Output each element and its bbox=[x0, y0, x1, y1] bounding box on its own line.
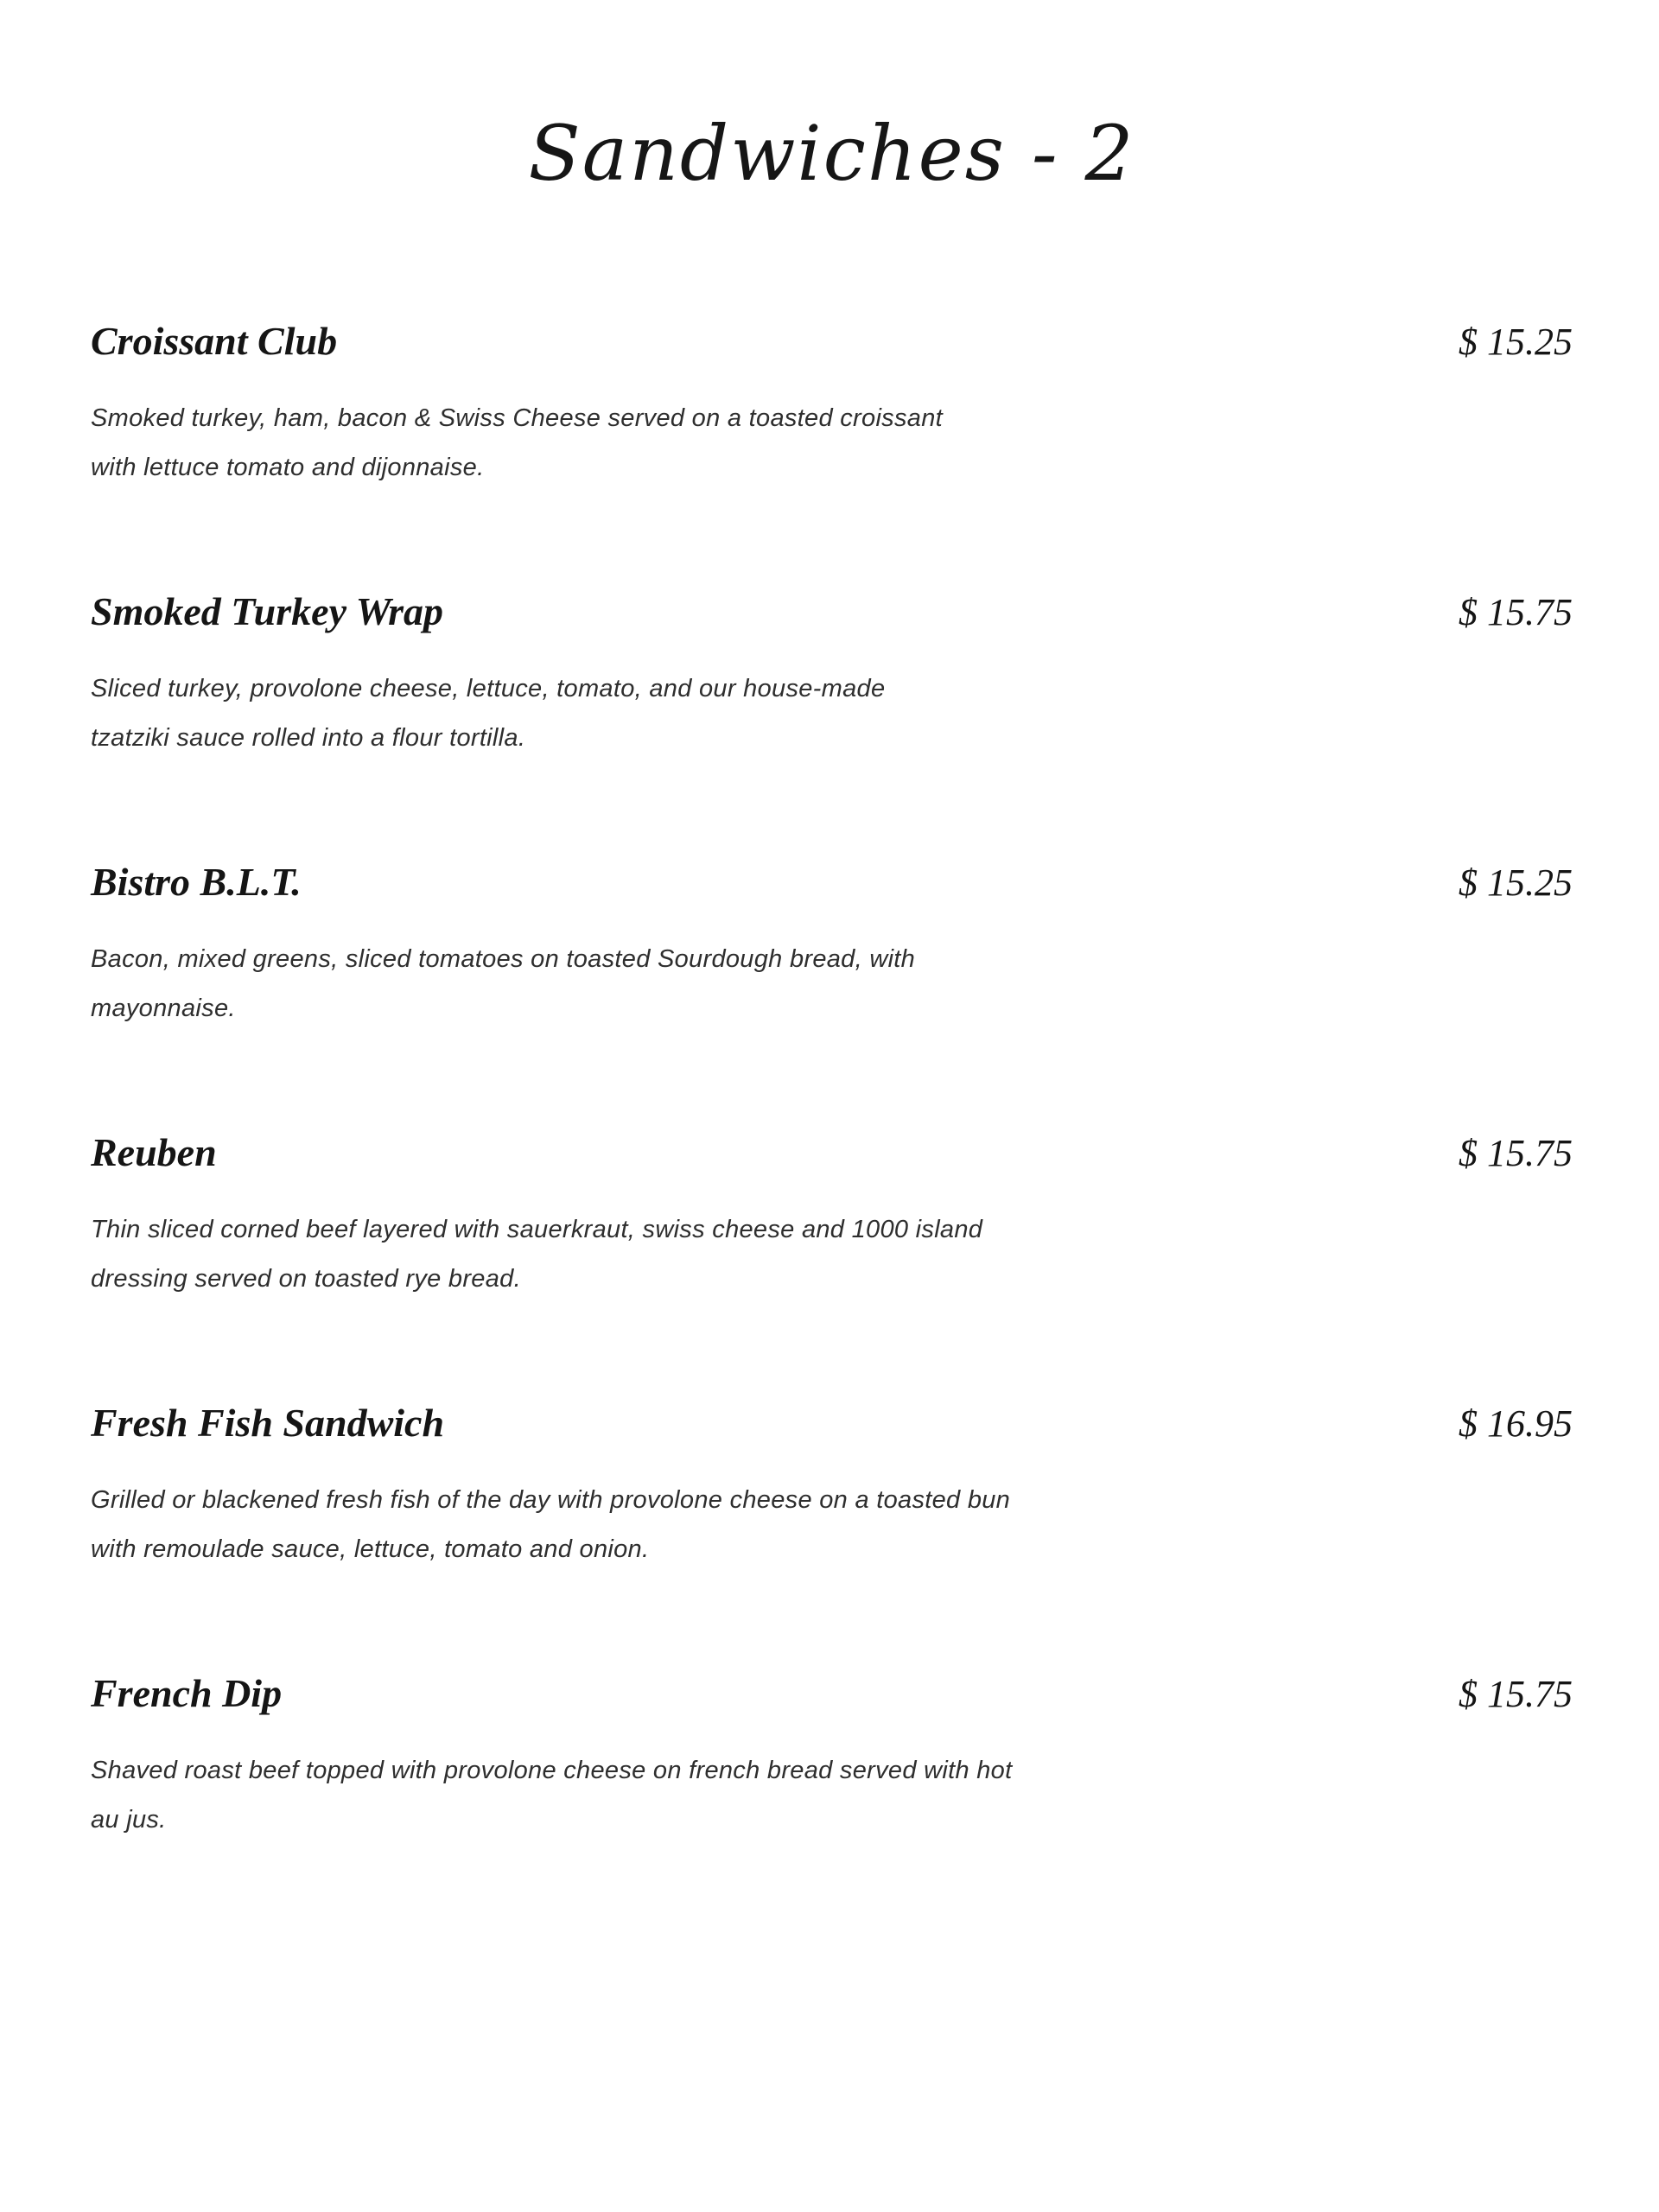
item-description-line-1: Sliced turkey, provolone cheese, lettuce, tomato, and our house-made bbox=[91, 674, 886, 702]
item-description-line-2: with remoulade sauce, lettuce, tomato and onion. bbox=[91, 1535, 650, 1563]
item-name: Fresh Fish Sandwich bbox=[91, 1400, 445, 1445]
item-description bbox=[91, 1205, 1573, 1304]
item-name: Reuben bbox=[91, 1129, 217, 1174]
item-description-line-2: tzatziki sauce rolled into a flour tortilla. bbox=[91, 723, 526, 752]
item-description-line-1: Grilled or blackened fresh fish of the day with provolone cheese on a toasted bun bbox=[91, 1485, 1011, 1514]
menu-item-french-dip bbox=[91, 1668, 1573, 1845]
item-header bbox=[91, 1397, 1573, 1450]
item-header bbox=[91, 856, 1573, 909]
item-description-line-2: au jus. bbox=[91, 1805, 167, 1834]
item-price: $ 15.25 bbox=[1459, 320, 1573, 363]
item-name: Bistro B.L.T. bbox=[91, 859, 302, 904]
item-price: $ 16.95 bbox=[1459, 1402, 1573, 1445]
menu-item-bistro-blt bbox=[91, 856, 1573, 1033]
page-title: Sandwiches - 2 bbox=[528, 109, 1135, 198]
item-description bbox=[91, 1746, 1573, 1845]
item-price: $ 15.75 bbox=[1459, 1672, 1573, 1715]
menu-list bbox=[91, 315, 1573, 1845]
item-description bbox=[91, 664, 1573, 763]
item-description-line-2: with lettuce tomato and dijonnaise. bbox=[91, 453, 485, 481]
item-name: French Dip bbox=[91, 1670, 283, 1715]
item-description-line-2: dressing served on toasted rye bread. bbox=[91, 1264, 521, 1293]
item-price: $ 15.25 bbox=[1459, 861, 1573, 904]
item-description-line-1: Shaved roast beef topped with provolone cheese on french bread served with hot bbox=[91, 1756, 1013, 1784]
item-description bbox=[91, 394, 1573, 493]
item-header bbox=[91, 315, 1573, 368]
item-header bbox=[91, 586, 1573, 639]
item-name: Croissant Club bbox=[91, 318, 338, 363]
item-price: $ 15.75 bbox=[1459, 590, 1573, 633]
item-description-line-1: Bacon, mixed greens, sliced tomatoes on toasted Sourdough bread, with bbox=[91, 944, 916, 973]
item-description-line-1: Smoked turkey, ham, bacon & Swiss Cheese served on a toasted croissant bbox=[91, 404, 943, 432]
menu-item-reuben bbox=[91, 1127, 1573, 1304]
menu-item-fresh-fish-sandwich bbox=[91, 1397, 1573, 1574]
item-price: $ 15.75 bbox=[1459, 1131, 1573, 1174]
item-description-line-2: mayonnaise. bbox=[91, 994, 236, 1022]
item-description bbox=[91, 1476, 1573, 1574]
item-description bbox=[91, 935, 1573, 1033]
item-header bbox=[91, 1668, 1573, 1720]
item-header bbox=[91, 1127, 1573, 1179]
menu-item-croissant-club bbox=[91, 315, 1573, 493]
item-description-line-1: Thin sliced corned beef layered with sauerkraut, swiss cheese and 1000 island bbox=[91, 1215, 983, 1243]
menu-item-smoked-turkey-wrap bbox=[91, 586, 1573, 763]
item-name: Smoked Turkey Wrap bbox=[91, 588, 444, 633]
